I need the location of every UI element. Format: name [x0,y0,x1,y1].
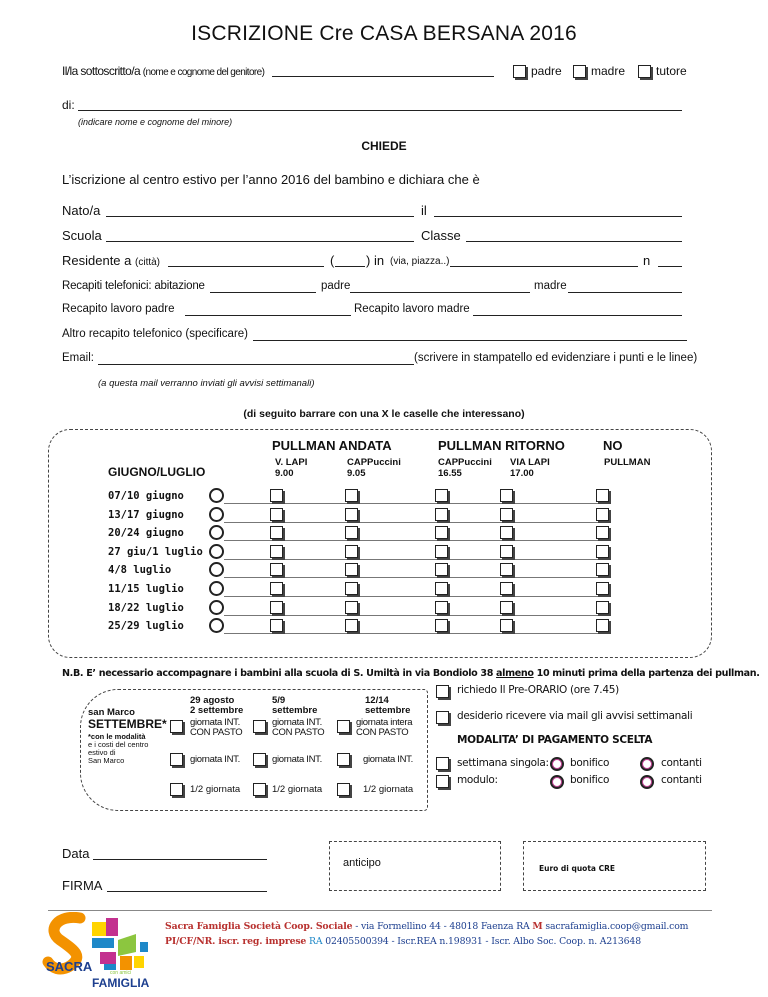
page-title: ISCRIZIONE Cre CASA BERSANA 2016 [191,22,577,45]
sept-r2-c2-checkbox[interactable] [253,753,266,766]
genitore-line[interactable] [272,76,494,77]
week-option-checkbox[interactable] [596,508,609,521]
week-option-checkbox[interactable] [596,526,609,539]
sept-col2-1: 5/9 [272,695,286,706]
sub-cappuccini-1: CAPPuccini [347,457,401,468]
sub-cappuccini-r1: CAPPuccini [438,457,492,468]
lavoro-padre-label: Recapito lavoro padre [62,303,175,315]
sottoscritto-text: Il/la sottoscritto/a [62,64,141,78]
email-label: Email: [62,352,94,364]
sept-r1-c1-label [190,718,242,738]
nb-pre: N.B. E’ necessario accompagnare i bambini alla scuola di S. Umiltà in via Bondiolo 38 [62,668,497,679]
modulo-contanti-label: contanti [661,774,702,786]
sept-r1-c2-l1: giornata INT. [272,717,322,728]
week-option-checkbox[interactable] [345,601,358,614]
week-option-checkbox[interactable] [435,619,448,632]
week-option-checkbox[interactable] [500,582,513,595]
week-option-checkbox[interactable] [435,545,448,558]
nb-post: 10 minuti prima della partenza dei pullman. [533,668,760,679]
col-ritorno-header: PULLMAN RITORNO [438,438,565,453]
lavoro-padre-line[interactable] [185,315,351,316]
padre-label: padre [531,64,562,78]
week-option-checkbox[interactable] [435,526,448,539]
sottoscritto-note: (nome e cognome del genitore) [142,67,265,78]
sept-r1-c1-l1: giornata INT. [190,717,240,728]
footer-separator [48,910,712,911]
company-logo [40,912,158,992]
modulo-contanti-radio[interactable] [640,775,654,789]
week-option-checkbox[interactable] [270,619,283,632]
settimana-bonifico-radio[interactable] [550,757,564,771]
sept-label-small: san Marco [88,707,135,718]
company-email: sacrafamiglia.coop@gmail.com [542,921,689,932]
recapiti-label: Recapiti telefonici: abitazione [62,280,205,292]
company-line-2 [165,936,641,947]
week-option-checkbox[interactable] [435,489,448,502]
sept-r3-c3-checkbox[interactable] [337,783,350,796]
sept-r3-c3-label: 1/2 giornata [363,784,414,795]
week-option-checkbox[interactable] [500,619,513,632]
week-select-radio[interactable] [209,525,224,540]
citta-note: (città) [135,257,161,268]
sept-r2-c1-checkbox[interactable] [170,753,183,766]
sub-vialapi-2: 17.00 [510,468,534,479]
provincia-line[interactable] [335,266,365,267]
sept-r1-c3-label [356,718,412,738]
sept-note [88,733,148,765]
sept-r1-c3-l2: CON PASTO [356,727,409,738]
preorario-label: richiedo Il Pre-ORARIO (ore 7.45) [457,684,619,696]
week-option-checkbox[interactable] [435,563,448,576]
classe-line[interactable] [466,241,682,242]
sub-cappuccini [347,457,401,479]
week-row-line [224,559,608,560]
week-option-checkbox[interactable] [270,545,283,558]
di-label: di: [62,98,75,112]
sept-note-3: estivo di [88,748,116,757]
week-option-checkbox[interactable] [270,526,283,539]
il-line[interactable] [434,216,682,217]
paren-open: ( [330,253,335,268]
week-row-line [224,615,608,616]
logo-tag: con amici [110,970,132,976]
week-select-radio[interactable] [209,544,224,559]
firma-label: FIRMA [62,878,103,893]
company-mail-mark: M [532,921,543,932]
week-option-checkbox[interactable] [596,489,609,502]
week-option-checkbox[interactable] [435,508,448,521]
sept-col2-header [272,696,317,716]
modulo-label: modulo: [457,774,498,786]
week-option-checkbox[interactable] [500,563,513,576]
week-select-radio[interactable] [209,488,224,503]
lavoro-madre-label: Recapito lavoro madre [354,303,470,315]
tutore-label: tutore [656,64,687,78]
week-option-checkbox[interactable] [270,601,283,614]
giugno-luglio-header: GIUGNO/LUGLIO [108,465,206,479]
sept-r1-c2-label [272,718,324,738]
week-row-line [224,522,608,523]
nato-line[interactable] [106,216,414,217]
modulo-bonifico-label: bonifico [570,774,610,786]
sub-lapi-2: 9.00 [275,468,294,479]
nb-underlined: almeno [496,668,534,679]
week-select-radio[interactable] [209,562,224,577]
sept-r1-c3-l1: giornata intera [356,717,413,728]
week-row-line [224,596,608,597]
week-option-checkbox[interactable] [596,545,609,558]
company-reg-numbers: 02405500394 - Iscr.REA n.198931 - Iscr. Albo Soc. Coop. n. A213648 [322,936,641,947]
week-option-checkbox[interactable] [270,563,283,576]
sub-no-pullman: PULLMAN [604,457,651,468]
week-option-checkbox[interactable] [270,582,283,595]
intro-text: L’iscrizione al centro estivo per l’anno 2016 del bambino e dichiara che è [62,172,480,187]
sept-col1-2: 2 settembre [190,705,244,716]
week-label: 18/22 luglio [108,602,184,614]
data-label: Data [62,846,90,861]
via-line[interactable] [450,266,638,267]
settimana-label: settimana singola: [457,757,549,769]
company-line-1 [165,921,688,932]
sub-vialapi-1: VIA LAPI [510,457,550,468]
email-sub-note: (a questa mail verranno inviati gli avvisi settimanali) [98,378,315,389]
week-option-checkbox[interactable] [500,601,513,614]
week-label: 11/15 luglio [108,583,184,595]
week-option-checkbox[interactable] [345,563,358,576]
week-row-line [224,503,608,504]
il-label: il [421,203,427,218]
week-label: 4/8 luglio [108,564,172,576]
sept-r1-c2-l2: CON PASTO [272,727,325,738]
pagamento-title: MODALITA’ DI PAGAMENTO SCELTA [457,734,653,746]
week-label: 25/29 luglio [108,620,184,632]
col-andata-header: PULLMAN ANDATA [272,438,392,453]
settimana-checkbox[interactable] [436,757,449,770]
week-label: 20/24 giugno [108,527,184,539]
week-option-checkbox[interactable] [435,601,448,614]
sept-r3-c2-label: 1/2 giornata [272,784,323,795]
week-option-checkbox[interactable] [345,489,358,502]
tel-padre-line[interactable] [350,292,530,293]
data-line[interactable] [93,859,267,860]
sub-lapi-1: V. LAPI [275,457,308,468]
chiede-heading: CHIEDE [361,139,407,153]
week-option-checkbox[interactable] [270,489,283,502]
week-option-checkbox[interactable] [435,582,448,595]
padre-checkbox[interactable] [513,65,526,78]
recapito-madre-label: madre [534,280,567,292]
altro-line[interactable] [253,340,687,341]
week-option-checkbox[interactable] [345,545,358,558]
di-note: (indicare nome e cognome del minore) [78,117,233,127]
residente-text: Residente a [62,253,132,268]
classe-label: Classe [421,228,461,243]
logo-sacra: SACRA [46,959,93,974]
sept-r1-c1-checkbox[interactable] [170,720,183,733]
week-row-line [224,540,608,541]
altro-label: Altro recapito telefonico (specificare) [62,328,248,340]
residente-label [62,253,160,268]
preorario-checkbox[interactable] [436,685,449,698]
company-name: Sacra Famiglia Società Coop. Sociale [165,921,353,932]
anticipo-label: anticipo [343,857,381,869]
sept-r2-c3-label: giornata INT. [363,754,413,765]
modulo-checkbox[interactable] [436,775,449,788]
week-option-checkbox[interactable] [345,582,358,595]
modulo-bonifico-radio[interactable] [550,775,564,789]
week-select-radio[interactable] [209,507,224,522]
sept-col3-header [365,696,410,716]
nb-note [62,668,760,679]
settimana-contanti-radio[interactable] [640,757,654,771]
week-option-checkbox[interactable] [596,601,609,614]
week-label: 27 giu/1 luglio [108,546,203,558]
sept-note-4: San Marco [88,756,125,765]
nato-label: Nato/a [62,203,101,218]
settimana-contanti-label: contanti [661,757,702,769]
n-label: n [643,253,651,268]
firma-line[interactable] [107,891,267,892]
sept-r3-c1-label: 1/2 giornata [190,784,241,795]
sept-label-big: SETTEMBRE* [88,717,167,731]
recapito-padre-label: padre [321,280,351,292]
week-select-radio[interactable] [209,600,224,615]
sept-r1-c2-checkbox[interactable] [253,720,266,733]
sept-r3-c1-checkbox[interactable] [170,783,183,796]
week-option-checkbox[interactable] [345,526,358,539]
sept-r1-c3-checkbox[interactable] [337,720,350,733]
week-option-checkbox[interactable] [345,619,358,632]
sept-col1-header [190,696,243,716]
week-select-radio[interactable] [209,581,224,596]
minore-line[interactable] [78,110,682,111]
week-option-checkbox[interactable] [500,508,513,521]
avvisi-checkbox[interactable] [436,711,449,724]
sub-cappuccini-ritorno [438,457,492,479]
week-option-checkbox[interactable] [596,563,609,576]
abitazione-line[interactable] [210,292,316,293]
week-select-radio[interactable] [209,618,224,633]
week-option-checkbox[interactable] [500,545,513,558]
sept-col2-2: settembre [272,705,318,716]
col-no-header: NO [603,438,623,453]
instructions-text: (di seguito barrare con una X le caselle che interessano) [243,408,525,420]
sub-cappuccini-2: 9.05 [347,468,366,479]
sept-note-2: e i costi del centro [88,740,149,749]
logo-famiglia: FAMIGLIA [92,976,150,990]
euro-label: Euro di quota CRE [539,864,615,873]
sept-col1-1: 29 agosto [190,695,235,706]
sept-r1-c1-l2: CON PASTO [190,727,243,738]
sept-col3-1: 12/14 [365,695,389,706]
week-option-checkbox[interactable] [500,526,513,539]
settimana-bonifico-label: bonifico [570,757,610,769]
sept-col3-2: settembre [365,705,411,716]
scuola-line[interactable] [106,241,414,242]
sub-lapi [275,457,307,479]
sept-r2-c3-checkbox[interactable] [337,753,350,766]
tel-madre-line[interactable] [568,292,682,293]
tutore-checkbox[interactable] [638,65,651,78]
week-option-checkbox[interactable] [596,619,609,632]
sottoscritto-label [62,64,264,78]
email-note: (scrivere in stampatello ed evidenziare i punti e le linee) [414,352,698,364]
week-option-checkbox[interactable] [500,489,513,502]
avvisi-label: desiderio ricevere via mail gli avvisi settimanali [457,710,693,722]
scuola-label: Scuola [62,228,102,243]
week-label: 07/10 giugno [108,490,184,502]
week-label: 13/17 giugno [108,509,184,521]
paren-close: ) in [366,253,385,268]
sub-vialapi [510,457,550,479]
company-reg-label: PI/CF/NR. iscr. reg. imprese [165,936,307,947]
week-option-checkbox[interactable] [345,508,358,521]
civico-line[interactable] [658,266,682,267]
week-row-line [224,633,608,634]
week-option-checkbox[interactable] [270,508,283,521]
week-option-checkbox[interactable] [596,582,609,595]
sept-note-1: *con le modalità [88,732,146,741]
sept-r3-c2-checkbox[interactable] [253,783,266,796]
via-note: (via, piazza..) [390,256,450,267]
sept-r2-c1-label: giornata INT. [190,754,240,765]
lavoro-madre-line[interactable] [473,315,682,316]
company-address: - via Formellino 44 - 48018 Faenza RA [352,921,533,932]
company-reg-ra: RA [306,936,323,947]
madre-checkbox[interactable] [573,65,586,78]
citta-line[interactable] [168,266,324,267]
sub-cappuccini-r2: 16.55 [438,468,462,479]
email-line[interactable] [98,364,414,365]
madre-label: madre [591,64,626,78]
week-row-line [224,577,608,578]
sept-r2-c2-label: giornata INT. [272,754,322,765]
